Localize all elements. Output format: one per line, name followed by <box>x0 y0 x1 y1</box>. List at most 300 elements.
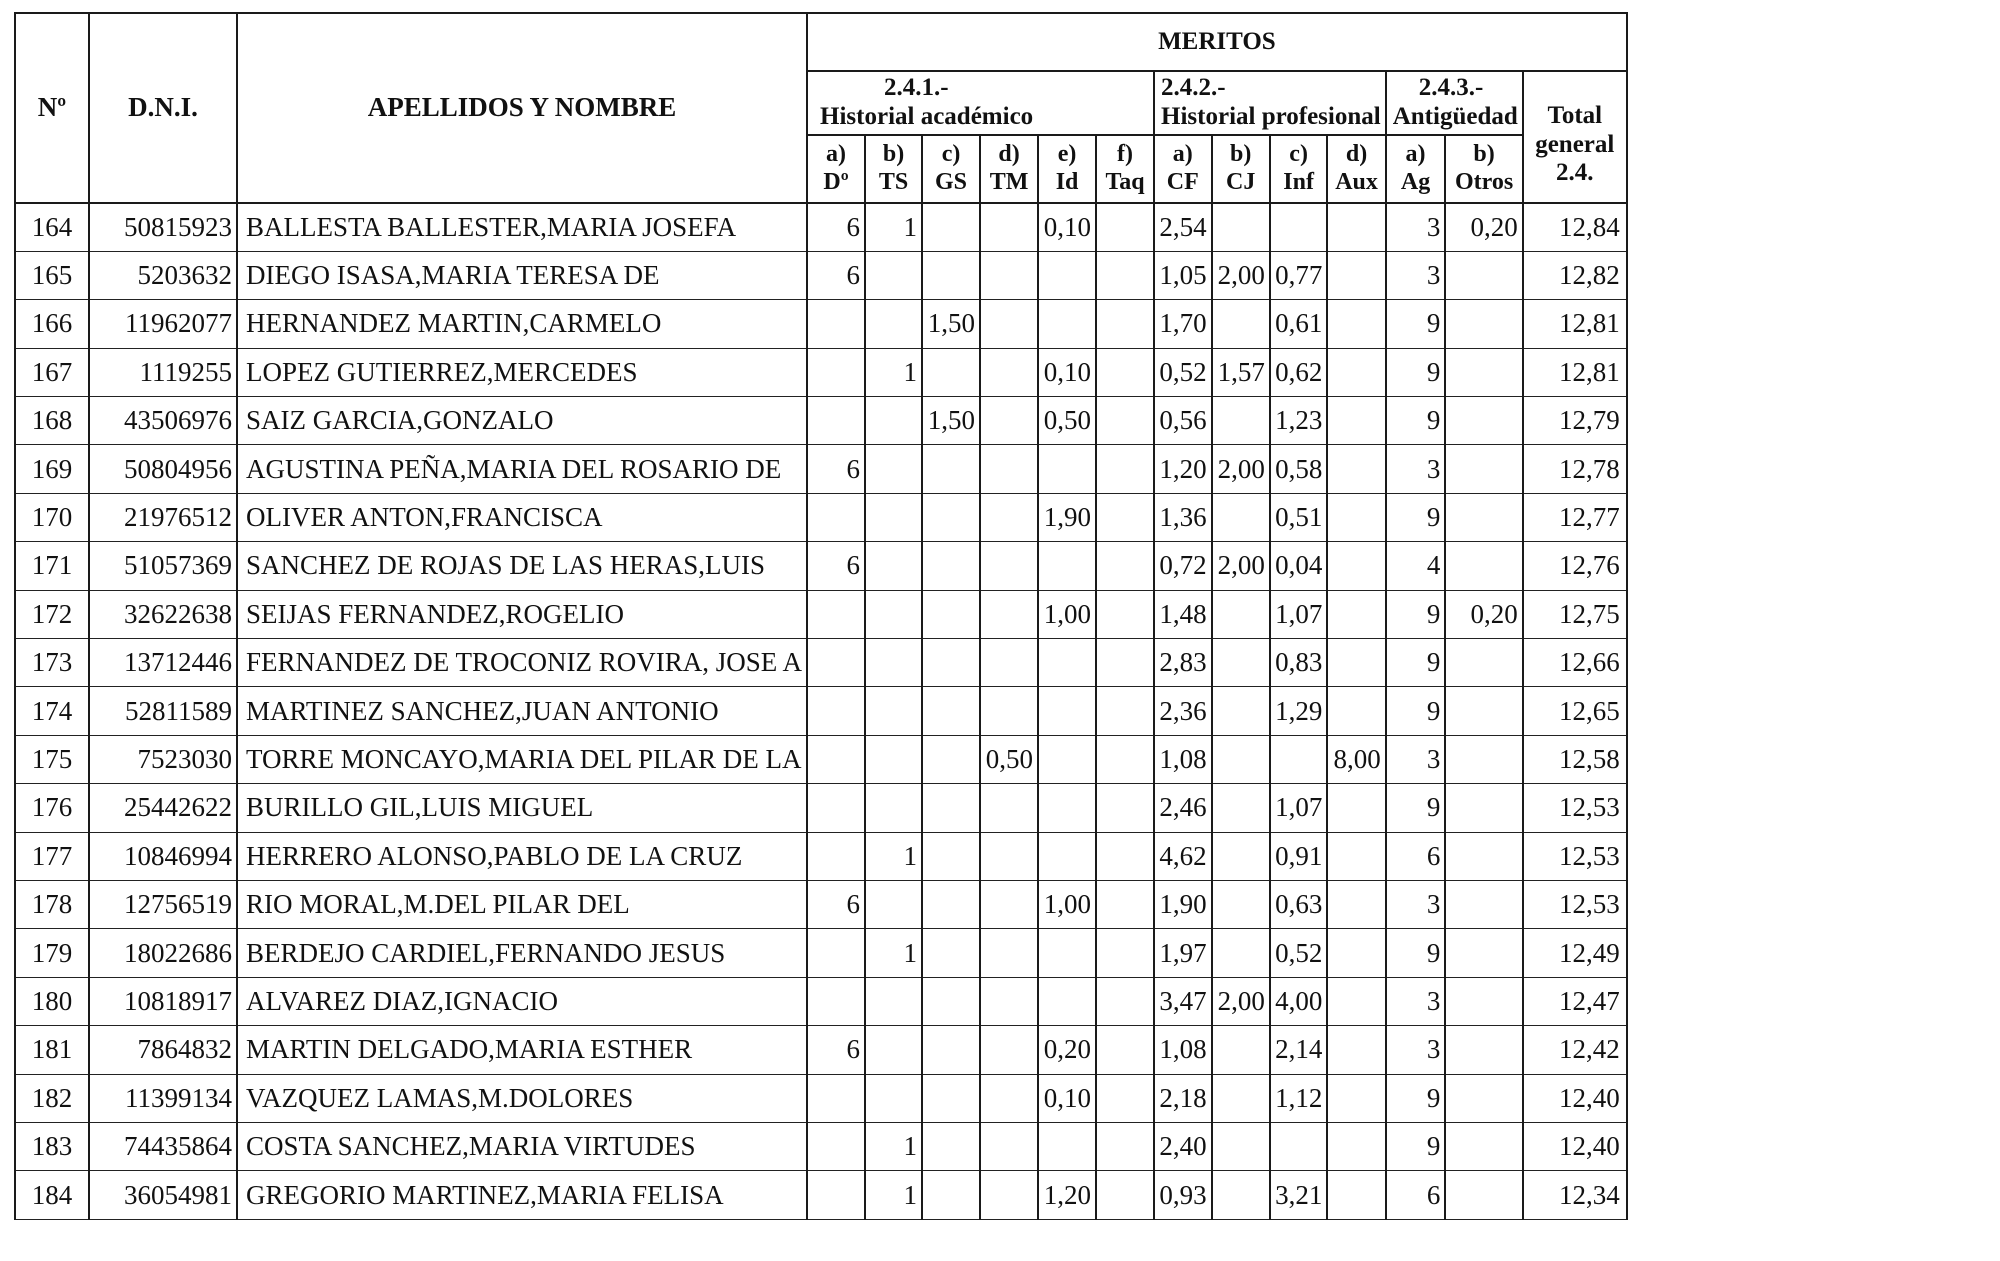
cell-total: 12,58 <box>1523 735 1627 783</box>
cell-cf: 0,56 <box>1154 397 1212 445</box>
cell-id <box>1038 1122 1096 1170</box>
cell-ag: 4 <box>1386 542 1446 590</box>
cell-tm <box>980 348 1038 396</box>
cell-name: LOPEZ GUTIERREZ,MERCEDES <box>237 348 807 396</box>
table-row <box>15 639 1627 687</box>
cell-no: 182 <box>15 1074 89 1122</box>
cell-cf: 3,47 <box>1154 977 1212 1025</box>
cell-otros <box>1445 784 1522 832</box>
cell-no: 184 <box>15 1171 89 1219</box>
cell-cj <box>1212 1074 1270 1122</box>
cell-otros <box>1445 493 1522 541</box>
cell-otros: 0,20 <box>1445 590 1522 638</box>
cell-taq <box>1096 445 1154 493</box>
cell-no: 173 <box>15 639 89 687</box>
subheader-letter: f) <box>1117 141 1134 168</box>
cell-cf: 1,70 <box>1154 300 1212 348</box>
cell-total: 12,81 <box>1523 348 1627 396</box>
cell-inf: 4,00 <box>1270 977 1328 1025</box>
cell-total: 12,53 <box>1523 880 1627 928</box>
cell-d: 6 <box>807 1026 865 1074</box>
subheader-letter: c) <box>1289 141 1308 168</box>
cell-cj: 2,00 <box>1212 445 1270 493</box>
cell-id <box>1038 832 1096 880</box>
cell-inf: 0,58 <box>1270 445 1328 493</box>
header-total-general <box>1523 71 1627 203</box>
cell-id: 1,90 <box>1038 493 1096 541</box>
cell-taq <box>1096 1122 1154 1170</box>
cell-aux <box>1327 1074 1385 1122</box>
cell-no: 168 <box>15 397 89 445</box>
subheader-inf <box>1270 135 1328 203</box>
cell-dni: 7864832 <box>89 1026 237 1074</box>
cell-cj <box>1212 784 1270 832</box>
cell-cj <box>1212 590 1270 638</box>
cell-cf: 1,20 <box>1154 445 1212 493</box>
cell-d: 6 <box>807 445 865 493</box>
cell-inf: 0,63 <box>1270 880 1328 928</box>
cell-aux <box>1327 300 1385 348</box>
table-row <box>15 300 1627 348</box>
cell-ag: 9 <box>1386 1122 1446 1170</box>
cell-inf: 1,29 <box>1270 687 1328 735</box>
cell-ts <box>865 784 922 832</box>
cell-cf: 0,52 <box>1154 348 1212 396</box>
cell-d: 6 <box>807 251 865 299</box>
cell-total: 12,84 <box>1523 203 1627 251</box>
table-row <box>15 251 1627 299</box>
cell-otros <box>1445 687 1522 735</box>
cell-aux <box>1327 929 1385 977</box>
cell-name: BURILLO GIL,LUIS MIGUEL <box>237 784 807 832</box>
cell-id: 1,20 <box>1038 1171 1096 1219</box>
cell-gs <box>922 832 980 880</box>
cell-tm <box>980 929 1038 977</box>
cell-name: SEIJAS FERNANDEZ,ROGELIO <box>237 590 807 638</box>
cell-tm: 0,50 <box>980 735 1038 783</box>
cell-no: 180 <box>15 977 89 1025</box>
cell-gs <box>922 445 980 493</box>
cell-total: 12,76 <box>1523 542 1627 590</box>
cell-total: 12,53 <box>1523 784 1627 832</box>
group-242-code: 2.4.2.- <box>1161 74 1226 102</box>
cell-d <box>807 1171 865 1219</box>
total-line-2: general <box>1535 130 1615 158</box>
cell-cj <box>1212 735 1270 783</box>
cell-gs <box>922 929 980 977</box>
cell-taq <box>1096 542 1154 590</box>
cell-gs <box>922 542 980 590</box>
cell-dni: 1119255 <box>89 348 237 396</box>
table-row <box>15 784 1627 832</box>
cell-ag: 3 <box>1386 251 1446 299</box>
cell-tm <box>980 445 1038 493</box>
cell-ts: 1 <box>865 1122 922 1170</box>
cell-gs: 1,50 <box>922 300 980 348</box>
cell-id <box>1038 300 1096 348</box>
cell-no: 171 <box>15 542 89 590</box>
group-243-label: Antigüedad <box>1392 103 1518 130</box>
cell-no: 181 <box>15 1026 89 1074</box>
cell-otros <box>1445 832 1522 880</box>
cell-inf: 2,14 <box>1270 1026 1328 1074</box>
subheader-letter: a) <box>826 141 847 168</box>
cell-id <box>1038 445 1096 493</box>
cell-name: VAZQUEZ LAMAS,M.DOLORES <box>237 1074 807 1122</box>
cell-name: TORRE MONCAYO,MARIA DEL PILAR DE LA <box>237 735 807 783</box>
cell-ts <box>865 1026 922 1074</box>
subheader-code: Otros <box>1454 169 1514 195</box>
cell-cj <box>1212 929 1270 977</box>
cell-total: 12,78 <box>1523 445 1627 493</box>
cell-taq <box>1096 397 1154 445</box>
cell-name: MARTINEZ SANCHEZ,JUAN ANTONIO <box>237 687 807 735</box>
cell-cj: 2,00 <box>1212 542 1270 590</box>
subheader-code: Aux <box>1335 169 1378 195</box>
subheader-code: Dº <box>823 169 849 195</box>
cell-tm <box>980 977 1038 1025</box>
cell-tm <box>980 493 1038 541</box>
cell-total: 12,81 <box>1523 300 1627 348</box>
cell-otros <box>1445 639 1522 687</box>
cell-otros <box>1445 1074 1522 1122</box>
cell-no: 183 <box>15 1122 89 1170</box>
cell-otros <box>1445 1122 1522 1170</box>
cell-dni: 12756519 <box>89 880 237 928</box>
cell-dni: 52811589 <box>89 687 237 735</box>
cell-d <box>807 397 865 445</box>
cell-cj <box>1212 493 1270 541</box>
cell-d <box>807 832 865 880</box>
cell-aux <box>1327 880 1385 928</box>
cell-cj <box>1212 1026 1270 1074</box>
cell-ts <box>865 880 922 928</box>
cell-aux: 8,00 <box>1327 735 1385 783</box>
cell-otros <box>1445 251 1522 299</box>
cell-id <box>1038 687 1096 735</box>
cell-inf: 1,12 <box>1270 1074 1328 1122</box>
cell-dni: 13712446 <box>89 639 237 687</box>
cell-gs <box>922 1171 980 1219</box>
cell-name: GREGORIO MARTINEZ,MARIA FELISA <box>237 1171 807 1219</box>
cell-ts <box>865 977 922 1025</box>
cell-ts <box>865 542 922 590</box>
cell-tm <box>980 832 1038 880</box>
cell-dni: 11962077 <box>89 300 237 348</box>
cell-cj <box>1212 687 1270 735</box>
cell-inf: 0,77 <box>1270 251 1328 299</box>
cell-no: 165 <box>15 251 89 299</box>
cell-otros <box>1445 348 1522 396</box>
cell-name: SAIZ GARCIA,GONZALO <box>237 397 807 445</box>
subheader-letter: b) <box>882 141 905 168</box>
cell-tm <box>980 251 1038 299</box>
cell-ts <box>865 445 922 493</box>
cell-gs <box>922 639 980 687</box>
cell-ag: 9 <box>1386 397 1446 445</box>
cell-ts <box>865 397 922 445</box>
cell-no: 164 <box>15 203 89 251</box>
subheader-doctorado <box>807 135 865 203</box>
subheader-letter: d) <box>1345 141 1368 168</box>
cell-cf: 1,48 <box>1154 590 1212 638</box>
cell-ag: 9 <box>1386 784 1446 832</box>
group-243-code: 2.4.3.- <box>1418 74 1484 102</box>
cell-inf: 0,04 <box>1270 542 1328 590</box>
cell-cj <box>1212 880 1270 928</box>
cell-d: 6 <box>807 203 865 251</box>
subheader-code: Ag <box>1400 169 1431 195</box>
cell-gs: 1,50 <box>922 397 980 445</box>
subheader-aux <box>1327 135 1385 203</box>
cell-id: 0,50 <box>1038 397 1096 445</box>
cell-name: BALLESTA BALLESTER,MARIA JOSEFA <box>237 203 807 251</box>
cell-id: 0,20 <box>1038 1026 1096 1074</box>
subheader-code: TS <box>878 169 909 195</box>
meritos-table <box>14 12 1628 1220</box>
cell-cf: 1,08 <box>1154 735 1212 783</box>
cell-cf: 2,18 <box>1154 1074 1212 1122</box>
cell-cj <box>1212 203 1270 251</box>
cell-ag: 6 <box>1386 1171 1446 1219</box>
cell-otros <box>1445 1171 1522 1219</box>
subheader-code: CJ <box>1226 169 1256 195</box>
table-row <box>15 445 1627 493</box>
cell-dni: 7523030 <box>89 735 237 783</box>
cell-total: 12,42 <box>1523 1026 1627 1074</box>
cell-aux <box>1327 977 1385 1025</box>
subheader-code: Inf <box>1283 169 1314 195</box>
table-row <box>15 977 1627 1025</box>
cell-otros <box>1445 977 1522 1025</box>
cell-otros <box>1445 880 1522 928</box>
subheader-ts <box>865 135 922 203</box>
cell-otros <box>1445 397 1522 445</box>
cell-taq <box>1096 977 1154 1025</box>
cell-dni: 21976512 <box>89 493 237 541</box>
cell-no: 174 <box>15 687 89 735</box>
cell-total: 12,66 <box>1523 639 1627 687</box>
cell-tm <box>980 1122 1038 1170</box>
table-header <box>15 13 1627 203</box>
cell-id <box>1038 735 1096 783</box>
cell-cj <box>1212 1122 1270 1170</box>
cell-d <box>807 687 865 735</box>
subheader-otros <box>1445 135 1522 203</box>
cell-gs <box>922 977 980 1025</box>
cell-ag: 3 <box>1386 977 1446 1025</box>
subheader-ag <box>1386 135 1446 203</box>
cell-ts <box>865 735 922 783</box>
cell-inf <box>1270 203 1328 251</box>
cell-d: 6 <box>807 880 865 928</box>
table-row <box>15 542 1627 590</box>
cell-inf: 0,51 <box>1270 493 1328 541</box>
cell-tm <box>980 300 1038 348</box>
cell-dni: 11399134 <box>89 1074 237 1122</box>
cell-d <box>807 735 865 783</box>
cell-cj <box>1212 1171 1270 1219</box>
cell-tm <box>980 880 1038 928</box>
table-row <box>15 687 1627 735</box>
cell-taq <box>1096 300 1154 348</box>
cell-taq <box>1096 251 1154 299</box>
cell-cj <box>1212 397 1270 445</box>
cell-aux <box>1327 1171 1385 1219</box>
cell-taq <box>1096 639 1154 687</box>
cell-otros <box>1445 929 1522 977</box>
cell-cf: 1,36 <box>1154 493 1212 541</box>
cell-tm <box>980 1026 1038 1074</box>
cell-cf: 2,36 <box>1154 687 1212 735</box>
cell-otros <box>1445 735 1522 783</box>
cell-gs <box>922 348 980 396</box>
cell-cf: 2,54 <box>1154 203 1212 251</box>
subheader-gs <box>922 135 980 203</box>
cell-cf: 1,05 <box>1154 251 1212 299</box>
cell-taq <box>1096 493 1154 541</box>
cell-name: AGUSTINA PEÑA,MARIA DEL ROSARIO DE <box>237 445 807 493</box>
cell-tm <box>980 397 1038 445</box>
cell-name: OLIVER ANTON,FRANCISCA <box>237 493 807 541</box>
cell-total: 12,53 <box>1523 832 1627 880</box>
cell-tm <box>980 203 1038 251</box>
cell-otros <box>1445 445 1522 493</box>
cell-aux <box>1327 590 1385 638</box>
subheader-letter: b) <box>1473 141 1495 168</box>
cell-dni: 36054981 <box>89 1171 237 1219</box>
cell-d <box>807 493 865 541</box>
cell-dni: 10818917 <box>89 977 237 1025</box>
subheader-letter: b) <box>1230 141 1252 168</box>
cell-ts: 1 <box>865 832 922 880</box>
cell-no: 172 <box>15 590 89 638</box>
cell-gs <box>922 251 980 299</box>
cell-aux <box>1327 203 1385 251</box>
cell-no: 167 <box>15 348 89 396</box>
cell-id <box>1038 542 1096 590</box>
cell-ag: 3 <box>1386 1026 1446 1074</box>
cell-name: RIO MORAL,M.DEL PILAR DEL <box>237 880 807 928</box>
table-row <box>15 832 1627 880</box>
cell-taq <box>1096 929 1154 977</box>
cell-name: FERNANDEZ DE TROCONIZ ROVIRA, JOSE A <box>237 639 807 687</box>
cell-d <box>807 929 865 977</box>
cell-d <box>807 977 865 1025</box>
cell-no: 179 <box>15 929 89 977</box>
cell-id <box>1038 784 1096 832</box>
cell-gs <box>922 1122 980 1170</box>
cell-taq <box>1096 203 1154 251</box>
cell-cj <box>1212 300 1270 348</box>
cell-total: 12,75 <box>1523 590 1627 638</box>
cell-taq <box>1096 784 1154 832</box>
cell-name: ALVAREZ DIAZ,IGNACIO <box>237 977 807 1025</box>
cell-aux <box>1327 348 1385 396</box>
cell-total: 12,47 <box>1523 977 1627 1025</box>
header-dni: D.N.I. <box>89 13 237 203</box>
subheader-tm <box>980 135 1038 203</box>
cell-inf: 0,52 <box>1270 929 1328 977</box>
cell-ts <box>865 687 922 735</box>
cell-gs <box>922 493 980 541</box>
cell-dni: 74435864 <box>89 1122 237 1170</box>
table-row <box>15 880 1627 928</box>
cell-dni: 32622638 <box>89 590 237 638</box>
header-no: Nº <box>15 13 89 203</box>
subheader-code: TM <box>989 169 1029 195</box>
cell-otros <box>1445 300 1522 348</box>
table-row <box>15 348 1627 396</box>
cell-tm <box>980 687 1038 735</box>
cell-id <box>1038 929 1096 977</box>
cell-ag: 9 <box>1386 590 1446 638</box>
total-line-3: 2.4. <box>1556 159 1594 187</box>
cell-total: 12,79 <box>1523 397 1627 445</box>
cell-ts <box>865 1074 922 1122</box>
cell-taq <box>1096 1171 1154 1219</box>
table-row <box>15 1122 1627 1170</box>
cell-inf: 0,62 <box>1270 348 1328 396</box>
cell-no: 177 <box>15 832 89 880</box>
cell-cj: 1,57 <box>1212 348 1270 396</box>
cell-dni: 43506976 <box>89 397 237 445</box>
cell-gs <box>922 203 980 251</box>
cell-no: 176 <box>15 784 89 832</box>
table-row <box>15 1171 1627 1219</box>
cell-id <box>1038 977 1096 1025</box>
cell-total: 12,40 <box>1523 1122 1627 1170</box>
cell-inf: 1,07 <box>1270 784 1328 832</box>
cell-d <box>807 784 865 832</box>
cell-ag: 9 <box>1386 639 1446 687</box>
table-row <box>15 1026 1627 1074</box>
cell-ts <box>865 251 922 299</box>
header-meritos: MERITOS <box>807 13 1627 71</box>
cell-d <box>807 1122 865 1170</box>
cell-inf: 0,83 <box>1270 639 1328 687</box>
cell-id: 0,10 <box>1038 348 1096 396</box>
subheader-letter: d) <box>998 141 1020 168</box>
cell-cf: 1,97 <box>1154 929 1212 977</box>
cell-id: 1,00 <box>1038 880 1096 928</box>
cell-gs <box>922 1026 980 1074</box>
subheader-cf <box>1154 135 1212 203</box>
cell-taq <box>1096 687 1154 735</box>
cell-cf: 2,83 <box>1154 639 1212 687</box>
cell-no: 169 <box>15 445 89 493</box>
subheader-code: Id <box>1055 169 1079 195</box>
cell-aux <box>1327 687 1385 735</box>
table-row <box>15 397 1627 445</box>
cell-taq <box>1096 832 1154 880</box>
cell-total: 12,49 <box>1523 929 1627 977</box>
cell-ts: 1 <box>865 203 922 251</box>
cell-id: 0,10 <box>1038 1074 1096 1122</box>
cell-taq <box>1096 880 1154 928</box>
cell-d: 6 <box>807 542 865 590</box>
cell-dni: 10846994 <box>89 832 237 880</box>
cell-taq <box>1096 1074 1154 1122</box>
cell-tm <box>980 639 1038 687</box>
cell-ag: 9 <box>1386 1074 1446 1122</box>
cell-ag: 3 <box>1386 445 1446 493</box>
header-group-historial-academico <box>807 71 1154 135</box>
cell-cf: 0,72 <box>1154 542 1212 590</box>
cell-dni: 18022686 <box>89 929 237 977</box>
cell-aux <box>1327 445 1385 493</box>
cell-total: 12,77 <box>1523 493 1627 541</box>
